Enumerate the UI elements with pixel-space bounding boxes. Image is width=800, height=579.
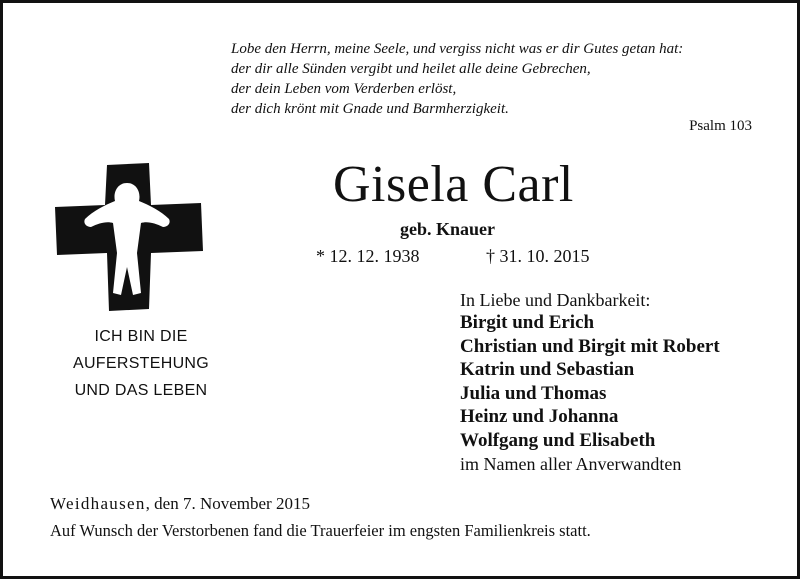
birth-date: * 12. 12. 1938 — [316, 246, 420, 266]
deceased-name: Gisela Carl — [333, 156, 574, 213]
psalm-reference: Psalm 103 — [689, 118, 752, 134]
verse-line: UND DAS LEBEN — [74, 382, 208, 399]
mourner-name: Heinz und Johanna — [460, 406, 619, 427]
psalm-quote — [231, 39, 683, 119]
mourners-list — [460, 311, 720, 452]
mourners-block — [460, 289, 720, 476]
mourner-name: Katrin und Sebastian — [460, 359, 635, 380]
funeral-note: Auf Wunsch der Verstorbenen fand die Trauerfeier im engsten Familienkreis statt. — [50, 521, 591, 540]
cross-with-figure-icon — [55, 163, 203, 311]
mourner-name: Julia und Thomas — [460, 382, 607, 404]
date: , den 7. November 2015 — [145, 494, 310, 513]
mourners-intro: In Liebe und Dankbarkeit: — [460, 290, 651, 310]
resurrection-verse — [45, 323, 237, 404]
death-date: † 31. 10. 2015 — [486, 246, 590, 266]
place-and-date — [50, 494, 310, 514]
birth-name: geb. Knauer — [400, 219, 496, 239]
psalm-line: der dir alle Sünden vergibt und heilet alle deine Gebrechen, — [231, 61, 591, 77]
mourner-name: Wolfgang und Elisabeth — [460, 429, 656, 451]
mourner-name: Christian und Birgit mit Robert — [460, 335, 720, 357]
psalm-line: der dich krönt mit Gnade und Barmherzigkeit. — [231, 101, 509, 117]
mourners-outro: im Namen aller Anverwandten — [460, 454, 682, 474]
mourner-name: Birgit und Erich — [460, 312, 595, 333]
place: Weidhausen — [50, 494, 146, 513]
verse-line: ICH BIN DIE — [94, 328, 188, 345]
psalm-line: der dein Leben vom Verderben erlöst, — [231, 81, 457, 97]
verse-line: AUFERSTEHUNG — [72, 355, 210, 372]
psalm-line: Lobe den Herrn, meine Seele, und vergiss nicht was er dir Gutes getan hat: — [231, 41, 684, 57]
